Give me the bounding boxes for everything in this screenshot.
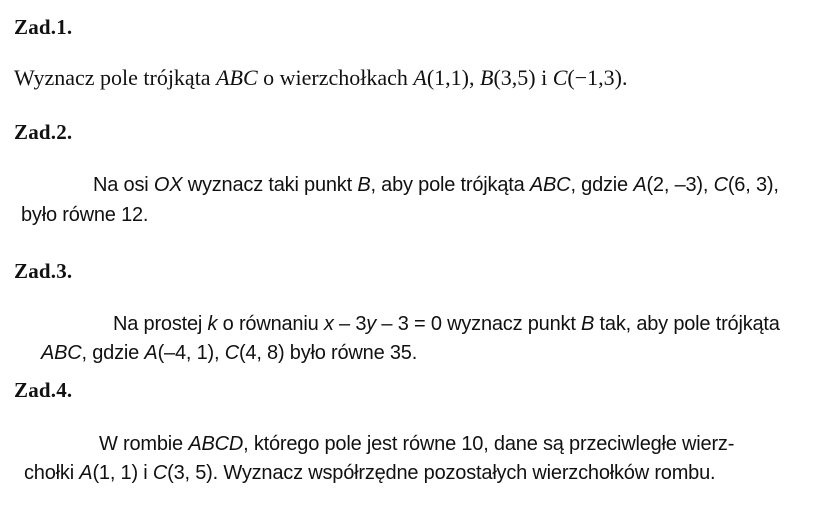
text-segment: (3, 5). Wyznacz współrzędne pozostałych wierzchołków rombu. <box>167 462 716 484</box>
math-symbol: ABCD <box>188 433 244 455</box>
text-segment: , aby pole trójkąta <box>370 174 530 196</box>
text-segment: (4, 8) było równe 35. <box>238 342 418 364</box>
text-segment: Na prostej <box>113 313 208 335</box>
text-segment: Wyznacz pole trójkąta <box>14 65 217 90</box>
task-3-text-line-2 <box>41 342 417 365</box>
text-segment: o wierzchołkach <box>257 65 414 90</box>
math-symbol: OX <box>153 174 183 196</box>
text-segment: (6, 3), <box>727 174 779 196</box>
task-2-heading: Zad.2. <box>14 120 73 144</box>
text-segment: tak, aby pole trójkąta <box>594 313 780 335</box>
math-symbol: A <box>413 65 427 90</box>
text-segment: (1, 1) i <box>92 462 153 484</box>
text-segment: (2, –3), <box>646 174 714 196</box>
math-symbol: B <box>357 174 371 196</box>
text-segment: było równe 12. <box>21 204 149 226</box>
text-segment: , gdzie <box>81 342 145 364</box>
math-symbol: ABC <box>41 342 82 364</box>
text-segment: , gdzie <box>570 174 634 196</box>
math-symbol: A <box>144 342 158 364</box>
task-4-heading: Zad.4. <box>14 378 73 402</box>
text-segment: (–4, 1), <box>157 342 225 364</box>
math-symbol: ABC <box>529 174 571 196</box>
text-segment: W rombie <box>99 433 189 455</box>
math-symbol: C <box>713 174 728 196</box>
text-segment: , którego pole jest równe 10, dane są przeciwległe wierz- <box>243 433 735 455</box>
math-symbol: k <box>207 313 218 335</box>
math-symbol: C <box>224 342 239 364</box>
text-segment: wyznacz taki punkt <box>182 174 358 196</box>
task-2-text-line-2 <box>21 204 148 227</box>
math-symbol: B <box>581 313 595 335</box>
text-segment: (−1,3). <box>567 65 628 90</box>
task-4-text-line-2 <box>24 462 715 485</box>
math-symbol: A <box>633 174 647 196</box>
task-4-text-line-1 <box>99 433 734 456</box>
text-segment: (3,5) i <box>493 65 553 90</box>
math-symbol: ABC <box>216 65 258 90</box>
text-segment: – 3 = 0 wyznacz punkt <box>376 313 582 335</box>
math-symbol: C <box>152 462 168 484</box>
task-3-text-line-1 <box>113 313 780 336</box>
task-3-heading: Zad.3. <box>14 259 73 283</box>
text-segment: o równaniu <box>217 313 324 335</box>
math-symbol: B <box>480 65 494 90</box>
task-2-text-line-1 <box>93 174 779 197</box>
math-symbol: C <box>552 65 568 90</box>
text-segment: (1,1), <box>426 65 481 90</box>
task-1-text <box>14 65 627 91</box>
math-symbol: A <box>79 462 93 484</box>
text-segment: Na osi <box>93 174 154 196</box>
math-symbol: y <box>366 313 377 335</box>
text-segment: – 3 <box>333 313 367 335</box>
math-symbol: x <box>323 313 334 335</box>
text-segment: chołki <box>24 462 80 484</box>
task-1-heading: Zad.1. <box>14 15 73 39</box>
